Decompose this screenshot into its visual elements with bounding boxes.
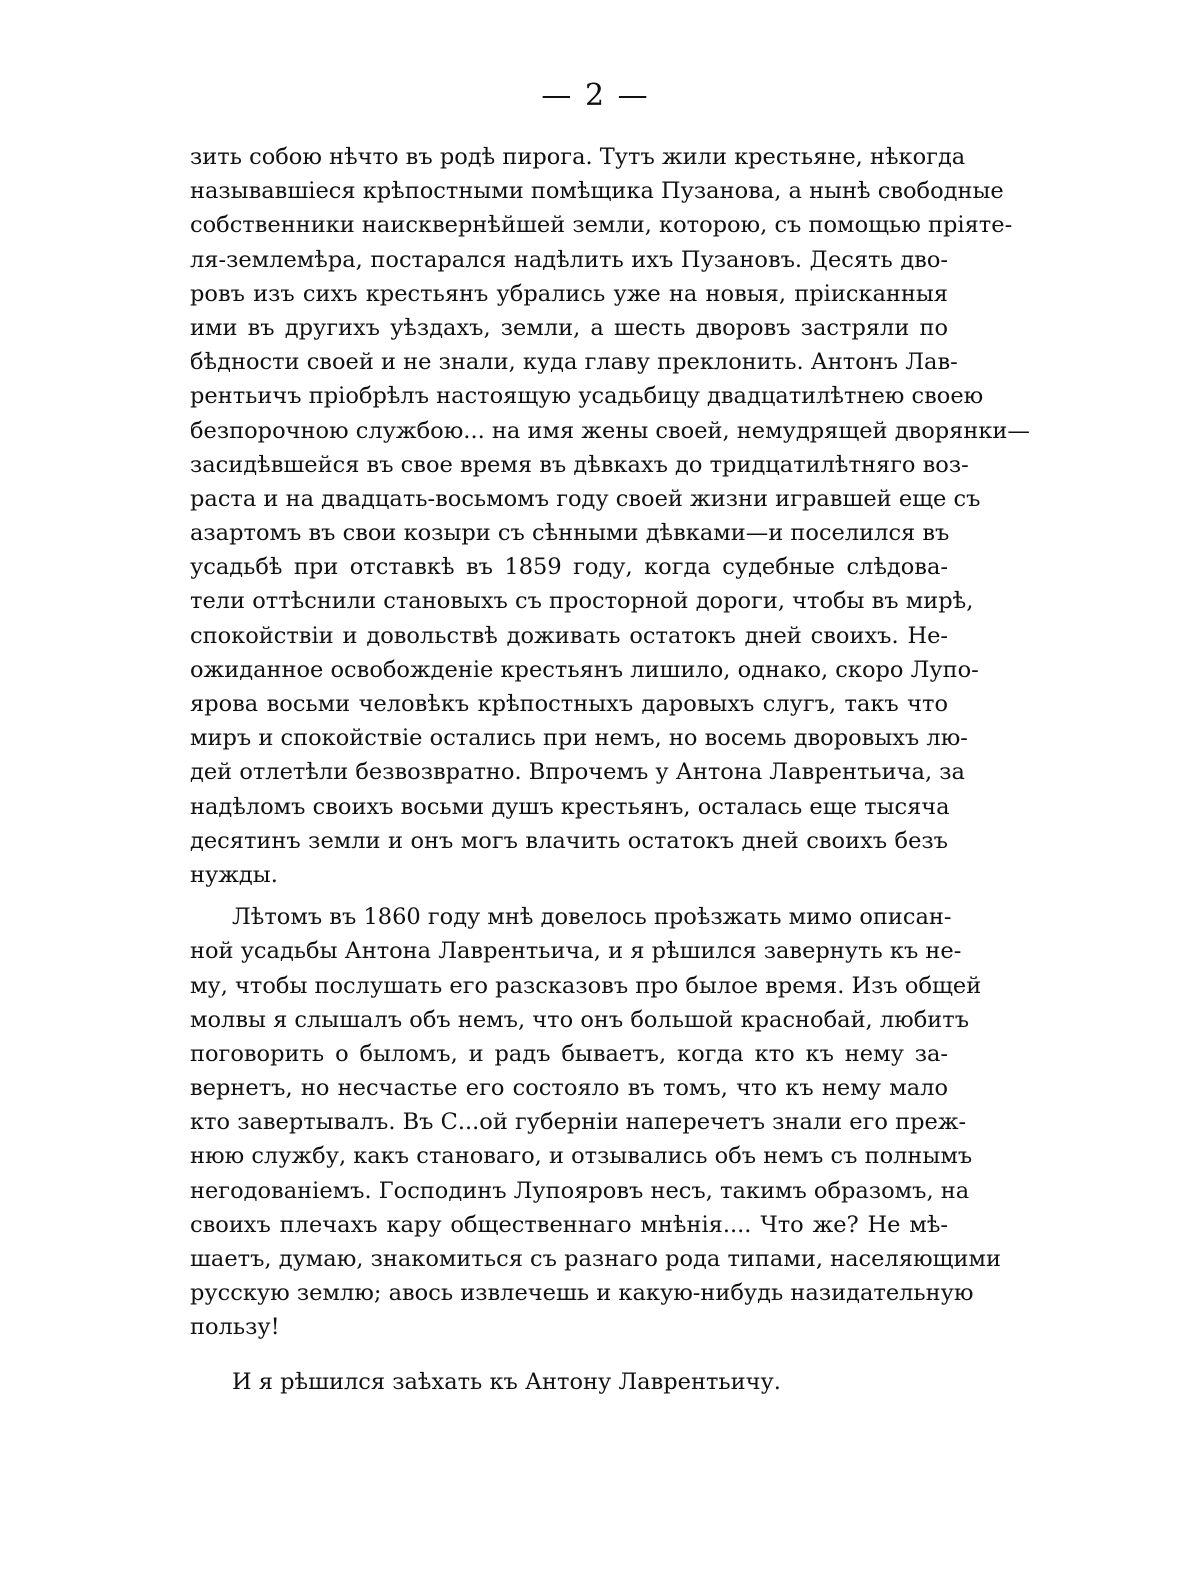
text-line: Лѣтомъ въ 1860 году мнѣ довелось проѣзжать мимо описан-	[232, 904, 952, 931]
page-number: — 2 —	[541, 78, 650, 113]
text-line: ожиданное освобожденіе крестьянъ лишило, однако, скоро Лупо-	[190, 656, 979, 683]
text-line: му, чтобы послушать его разсказовъ про былое время. Изъ общей	[190, 972, 982, 999]
text-line: азартомъ въ свои козыри съ сѣнными дѣвками—и поселился въ	[190, 520, 950, 547]
text-line: нужды.	[190, 861, 278, 888]
text-line: поговорить о быломъ, и радъ бываетъ, когда кто къ нему за-	[190, 1040, 948, 1067]
text-line: своихъ плечахъ кару общественнаго мнѣнія.... Что же? Не мѣ-	[190, 1211, 948, 1238]
text-line: раста и на двадцать-восьмомъ году своей жизни игравшей еще съ	[190, 485, 981, 512]
paragraph	[190, 1365, 948, 1399]
text-line: шаетъ, думаю, знакомиться съ разнаго рода типами, населяющими	[190, 1246, 1001, 1272]
text-line: собственники наисквернѣйшей земли, которою, съ помощью пріяте-	[190, 212, 1013, 239]
text-line: молвы я слышалъ объ немъ, что онъ большой краснобай, любитъ	[190, 1006, 970, 1033]
text-line: вернетъ, но несчастье его состояло въ томъ, что къ нему мало	[190, 1075, 948, 1102]
paragraph	[190, 900, 1001, 1344]
text-line: дей отлетѣли безвозвратно. Впрочемъ у Антона Лаврентьича, за	[190, 759, 965, 786]
text-line: десятинъ земли и онъ могъ влачить остатокъ дней своихъ безъ	[190, 827, 948, 854]
text-line: И я рѣшился заѣхать къ Антону Лаврентьичу.	[232, 1368, 781, 1395]
paragraph	[190, 140, 1030, 892]
text-line: усадьбѣ при отставкѣ въ 1859 году, когда судебные слѣдова-	[190, 554, 948, 581]
text-line: безпорочною службою... на имя жены своей, немудрящей дворянки—	[190, 417, 1030, 444]
text-line: ной усадьбы Антона Лаврентьича, и я рѣшился завернуть къ не-	[190, 938, 962, 965]
text-line: засидѣвшейся въ свое время въ дѣвкахъ до тридцатилѣтняго воз-	[190, 451, 969, 478]
text-line: ими въ другихъ уѣздахъ, земли, а шесть дворовъ застряли по	[190, 314, 948, 341]
text-line: нюю службу, какъ становаго, и отзывались объ немъ съ полнымъ	[190, 1143, 973, 1170]
text-line: ровъ изъ сихъ крестьянъ убрались уже на новыя, прiисканныя	[190, 280, 948, 307]
text-line: миръ и спокойствіе остались при немъ, но восемь дворовыхъ лю-	[190, 725, 968, 752]
text-line: кто завертывалъ. Въ С...ой губерніи наперечетъ знали его преж-	[190, 1109, 967, 1136]
text-line: пользу!	[190, 1314, 280, 1341]
text-line: ля-землемѣра, постарался надѣлить ихъ Пузановъ. Десять дво-	[190, 246, 948, 273]
text-line: ярова восьми человѣкъ крѣпостныхъ даровыхъ слугъ, такъ что	[190, 691, 948, 717]
body-text	[190, 140, 1030, 1399]
text-line: спокойствіи и довольствѣ доживать остатокъ дней своихъ. Не-	[190, 622, 948, 649]
text-line: негодованіемъ. Господинъ Лупояровъ несъ, такимъ образомъ, на	[190, 1177, 970, 1204]
text-line: надѣломъ своихъ восьми душъ крестьянъ, осталась еще тысяча	[190, 793, 950, 820]
text-line: зить собою нѣчто въ родѣ пирога. Тутъ жили крестьяне, нѣкогда	[190, 144, 966, 170]
text-line: тели оттѣснили становыхъ съ просторной дороги, чтобы въ мирѣ,	[190, 588, 974, 615]
text-line: рентьичъ пріобрѣлъ настоящую усадьбицу двадцатилѣтнею своею	[190, 383, 984, 410]
text-line: русскую землю; авось извлечешь и какую-нибудь назидательную	[190, 1280, 974, 1307]
text-line: бѣдности своей и не знали, куда главу преклонить. Антонъ Лав-	[190, 349, 958, 376]
text-line: называвшіеся крѣпостными помѣщика Пузанова, а нынѣ свободные	[190, 178, 1004, 205]
